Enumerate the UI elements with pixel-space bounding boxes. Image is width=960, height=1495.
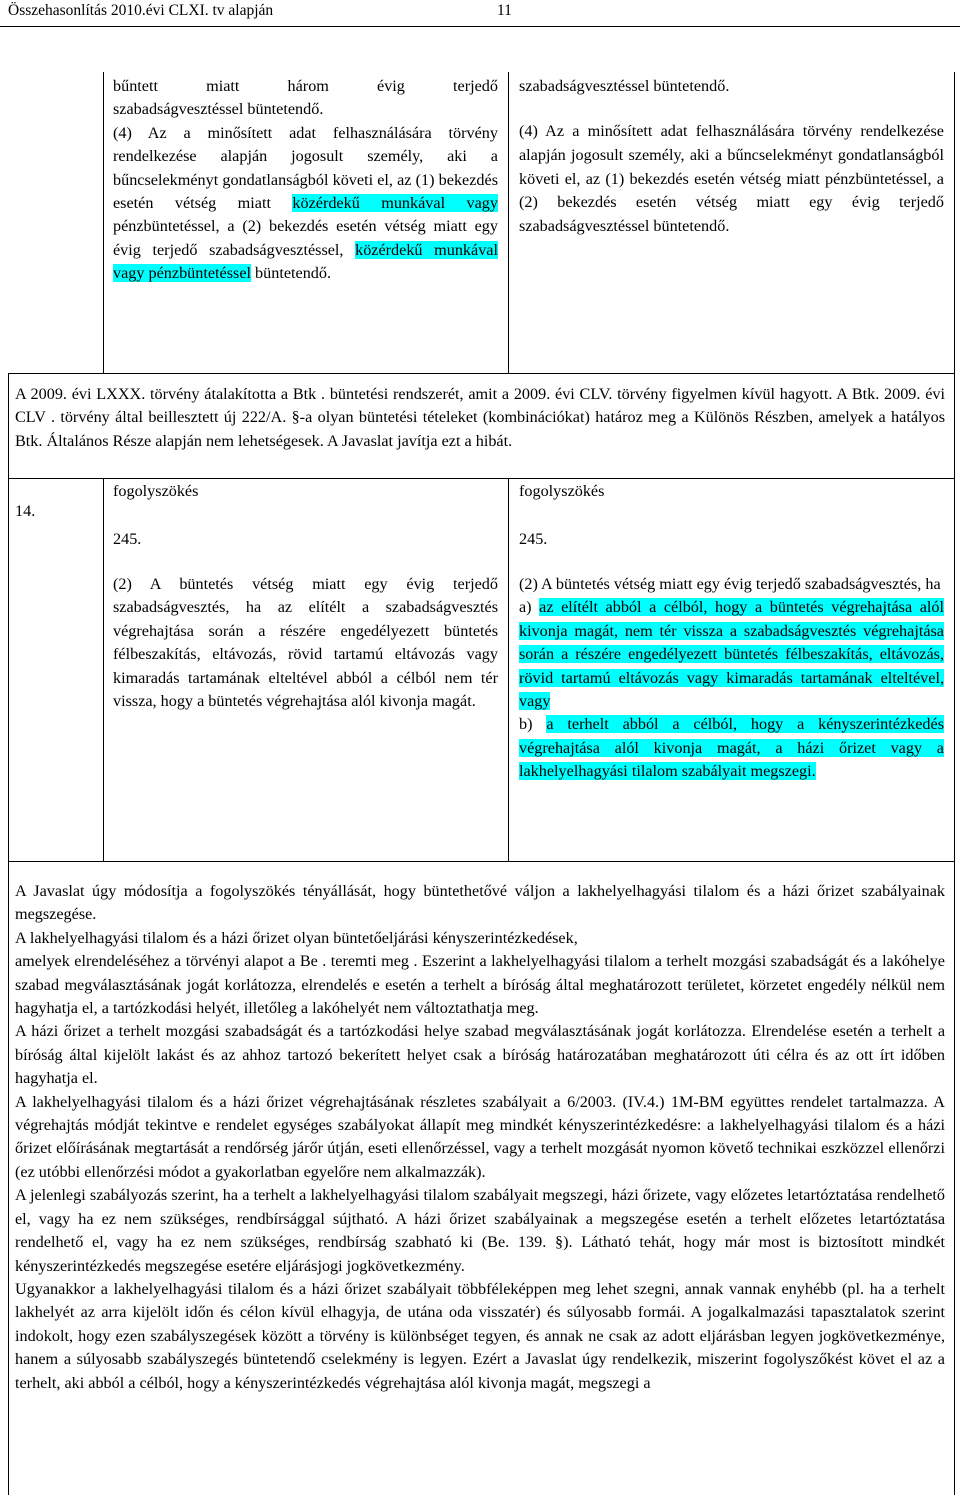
left-provision-text: (2) A büntetés vétség miatt egy évig terjedő szabadságvesztés, ha az elítélt a szabadságvesztés végrehajtása során a részére engedélyezett büntetés félbeszakítás, eltávozás, rövid tartamú eltávozás vagy kimaradás tartamának elteltével abból a célból nem tér vissza, hogy a büntetés végrehajtása alól kivonja magát.: [113, 575, 498, 711]
commentary-paragraph: amelyek elrendeléséhez a törvényi alapot a Be . teremti meg . Eszerint a lakhelyelhagyási tilalom a terhelt mozgási szabadságát és a lakóhelye szabad megválasztásának jogát korlátozza, elrendelés e esetén a terhelt a bíróság által meghatározott területet, körzetet engedély nélkül nem hagyhatja el, a tartózkodási helyét, illetőleg a lakóhelyét nem változtathatja meg.: [15, 952, 945, 1018]
point-label: b): [519, 715, 533, 734]
commentary-13: [15, 383, 945, 453]
header-rule: [0, 26, 960, 27]
right-section-number: 245.: [519, 530, 548, 548]
left-text: (4) Az a minősített adat felhasználására törvény rendelkezése alapján jogosult személy, aki a bűncselekményt gondatlanságból követi el, az (1) bekezdés esetén vétség miatt: [113, 123, 498, 213]
commentary-paragraph: A 2009. évi LXXX. törvény átalakította a Btk . büntetési rendszerét, amit a 2009. évi CLV. törvény figyelmen kívül hagyott. A Btk. 2009. évi CLV . törvény által beillesztett új 222/A. §-a olyan büntetési tételeket (kombinációkat) határoz meg a Különös Részben, amelyek a hatályos Btk. Általános Része alapján nem lehetségesek. A Javaslat javítja ezt a hibát.: [15, 385, 945, 450]
page-number: 11: [497, 2, 512, 19]
commentary-paragraph: A lakhelyelhagyási tilalom és a házi őrizet olyan büntetőeljárási kényszerintézkedések,: [15, 928, 578, 947]
table-border-mid: [508, 478, 509, 861]
commentary-paragraph: A Javaslat úgy módosítja a fogolyszökés tényállását, hogy büntethetővé váljon a lakhelyelhagyási tilalom és a házi őrizet szabályainak megszegése.: [15, 882, 945, 924]
commentary-paragraph: A házi őrizet a terhelt mozgási szabadságát és a tartózkodási helye szabad megválasztásának jogát korlátozza. Elrendelése esetén a terhelt a bíróság által kijelölt lakást és az ahhoz tartozó bekerített helyet csak a bíróság határozatában meghatározott úti célra és az ott írt időben hagyhatja el.: [15, 1022, 945, 1088]
table-border-right: [954, 72, 955, 373]
running-header-title: Összehasonlítás 2010.évi CLXI. tv alapján: [8, 2, 274, 19]
left-text: büntetendő.: [251, 264, 332, 283]
commentary-paragraph: Ugyanakkor a lakhelyelhagyási tilalom és a házi őrizet szabályait többféleképpen meg lehet szegni, annak vannak enyhébb (pl. ha a terhelt lakhelyét az arra kijelölt időn és célon kívül elhagyja, de utána oda visszatér) és súlyosabb formái. A jogalkalmazási tapasztalatok szerint indokolt, hogy ezen szabályszegések között a törvény is különbséget tegyen, és annak ne csak az adott eljárásban legyen jogkövetkezménye, hanem a súlyosabb szabályszegés büntetendő cselekmény is legyen. Ezért a Javaslat úgy rendelkezik, miszerint fogolyszőkést követ el az a terhelt, aki abból a célból, hogy a kényszerintézkedés végrehajtása alól kivonja magát, megszegi a: [15, 1279, 945, 1392]
table-border-outer-left: [8, 373, 9, 1495]
right-provision-intro: (2) A büntetés vétség miatt egy évig terjedő szabadságvesztés, ha: [519, 575, 941, 593]
table-border-left-col: [103, 72, 104, 373]
table-border-outer-right: [954, 373, 955, 1495]
commentary-paragraph: A lakhelyelhagyási tilalom és a házi őrizet végrehajtásának részletes szabályait a 6/2003. (IV.4.) 1M-BM együttes rendelet tartalmazza. A végrehajtás módját tekintve e rendelet egységes szabályokat állapít meg mindkét kényszerintézkedésre: a lakhelyelhagyási tilalom és a házi őrizet előírásának megtartását a rendőrség járőr útján, eseti ellenőrzéssel, vagy a terhelt mozgását nyomon követő technikai eszközzel ellenőrzi (ez utóbbi ellenőrzési módot a gyakorlatban egyelőre nem alkalmazzák).: [15, 1092, 945, 1181]
table-row-divider: [8, 373, 955, 374]
highlighted-text: az elítélt abból a célból, hogy a büntetés végrehajtása alól kivonja magát, nem tér vissza a szabadságvesztés végrehajtása során a részére engedélyezett büntetés félbeszakítás, eltávozás, rövid tartamú eltávozás vagy kimaradás tartamának elteltével, vagy: [519, 598, 944, 711]
row-number: 14.: [15, 502, 36, 520]
right-point-b: [519, 713, 944, 783]
table-row-divider: [8, 478, 955, 479]
right-provision-cell: [519, 573, 944, 784]
highlighted-text: közérdekű munkával vagy pénzbüntetéssel: [113, 240, 498, 283]
point-label: a): [519, 598, 532, 617]
left-section-number: 245.: [113, 530, 142, 548]
commentary-paragraph: A jelenlegi szabályozás szerint, ha a terhelt a lakhelyelhagyási tilalom szabályait megszegi, házi őrizete, vagy előzetes letartóztatása rendelhető el, vagy ha ez nem szükséges, rendbírsággal sújtható. A házi őrizet szabályainak a megszegése esetén a terhelt előzetes letartóztatása rendelhető el, vagy ha ez nem szükséges, rendbírság szabható ki (Be. 139. §). Látható tehát, hogy már most is biztosított mindkét kényszerintézkedés megszegése esetére eljárásjogi jogkövetkezmény.: [15, 1186, 945, 1275]
left-text-line: szabadságvesztéssel büntetendő.: [113, 100, 324, 119]
left-text-line: bűntett miatt három évig terjedő: [113, 77, 498, 95]
row13-right-cell: [519, 75, 944, 238]
right-paragraph-4: (4) Az a minősített adat felhasználására törvény rendelkezése alapján jogosult személy, aki a bűncselekményt gondatlanságból követi el, az (1) bekezdés esetén vétség miatt pénzbüntetéssel, a (2) bekezdés esetén vétség miatt egy évig terjedő szabadságvesztéssel büntetendő.: [519, 122, 944, 235]
highlighted-text: a terhelt abból a célból, hogy a kényszerintézkedés végrehajtása alól kivonja magát, a házi őrizet vagy a lakhelyelhagyási tilalom szabályait megszegi.: [519, 715, 944, 781]
left-text: pénzbüntetéssel, a (2) bekezdés esetén vétség miatt egy évig terjedő szabadságvesztéssel,: [113, 217, 498, 259]
right-text-line: szabadságvesztéssel büntetendő.: [519, 77, 730, 95]
left-heading: fogolyszökés: [113, 482, 199, 500]
highlighted-text: közérdekű munkával vagy: [292, 194, 498, 213]
left-paragraph-4: [113, 122, 498, 286]
table-border-mid: [508, 72, 509, 373]
commentary-14: [15, 880, 945, 1395]
right-heading: fogolyszökés: [519, 482, 605, 500]
table-row-divider: [8, 861, 955, 862]
table-border-left-col: [103, 478, 104, 861]
right-point-a: [519, 596, 944, 713]
row13-left-cell: [113, 75, 498, 286]
